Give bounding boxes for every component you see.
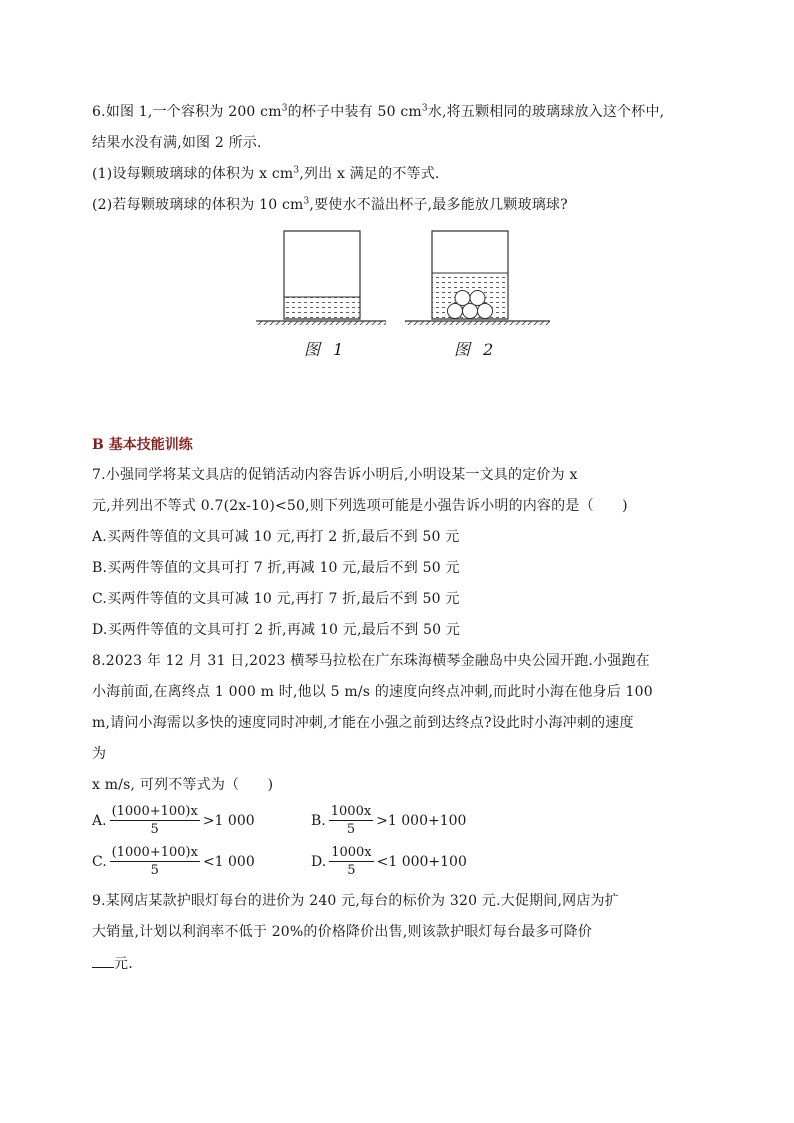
q9-line-3: 元. [92,953,133,974]
fraction: $\frac{(1000+100)x}{5}$ [111,845,198,878]
q7-option-c: C.买两件等值的文具可减 10 元,再打 7 折,最后不到 50 元 [92,591,460,607]
q7-option-d: D.买两件等值的文具可打 2 折,再减 10 元,最后不到 50 元 [92,622,461,638]
q7-option-a: A.买两件等值的文具可减 10 元,再打 2 折,最后不到 50 元 [92,529,460,545]
section-b-title: B 基本技能训练 [92,437,193,453]
figure-2-label: 图 2 [454,340,498,359]
option-label: B. [311,812,326,829]
q6-part-2: (2)若每颗玻璃球的体积为 10 $cm^3$,要使水不溢出杯子,最多能放几颗玻璃球? [92,196,568,213]
q8-option-a: A. $\frac{(1000+100)x}{5}$ >1 000 [92,804,255,837]
q8-line-2: 小海前面,在离终点 1 000 m 时,他以 5 m/s 的速度向终点冲刺,而此时小海在他身后 100 [92,684,653,700]
option-label: D. [311,853,327,870]
q8-line-3: m,请问小海需以多快的速度同时冲刺,才能在小强之前到达终点?设此时小海冲刺的速度 [92,715,634,731]
q9-line-2: 大销量,计划以利润率不低于 20%的价格降价出售,则该款护眼灯每台最多可降价 [92,924,593,940]
cup-diagrams [250,225,570,325]
q8-line-5: x m/s, 可列不等式为（ ) [92,777,274,793]
answer-blank[interactable] [92,953,114,968]
q8-line-1: 8.2023 年 12 月 31 日,2023 横琴马拉松在广东珠海横琴金融岛中央公园开跑.小强跑在 [92,653,650,669]
figure-1-label: 图 1 [304,340,348,359]
option-label: C. [92,853,107,870]
q6-line-2: 结果水没有满,如图 2 所示. [92,135,262,151]
q7-option-b: B.买两件等值的文具可打 7 折,再减 10 元,最后不到 50 元 [92,560,460,576]
q8-line-4: 为 [92,746,107,762]
cup-figures [250,225,570,365]
cup-2 [405,231,550,325]
q7-line-2: 元,并列出不等式 0.7(2x-10)<50,则下列选项可能是小强告诉小明的内容的是（ ) [92,498,628,514]
fraction: $\frac{(1000+100)x}{5}$ [111,804,198,837]
q9-line-1: 9.某网店某款护眼灯每台的进价为 240 元,每台的标价为 320 元.大促期间,网店为扩 [92,893,619,909]
q8-option-b: B. $\frac{1000x}{5}$ >1 000+100 [311,804,467,837]
q7-line-1: 7.小强同学将某文具店的促销活动内容告诉小明后,小明设某一文具的定价为 x [92,467,578,483]
q8-option-c: C. $\frac{(1000+100)x}{5}$ <1 000 [92,845,255,878]
fraction: $\frac{1000x}{5}$ [330,804,372,837]
q8-option-d: D. $\frac{1000x}{5}$ <1 000+100 [311,845,467,878]
option-label: A. [92,812,107,829]
q6-part-1: (1)设每颗玻璃球的体积为 x $cm^3$,列出 x 满足的不等式. [92,165,440,182]
cup-1 [256,231,386,325]
fraction: $\frac{1000x}{5}$ [331,845,372,878]
q6-line-1: 6.如图 1,一个容积为 200 $cm^3$的杯子中装有 50 $cm^3$水,将五颗相同的玻璃球放入这个杯中, [92,103,665,120]
